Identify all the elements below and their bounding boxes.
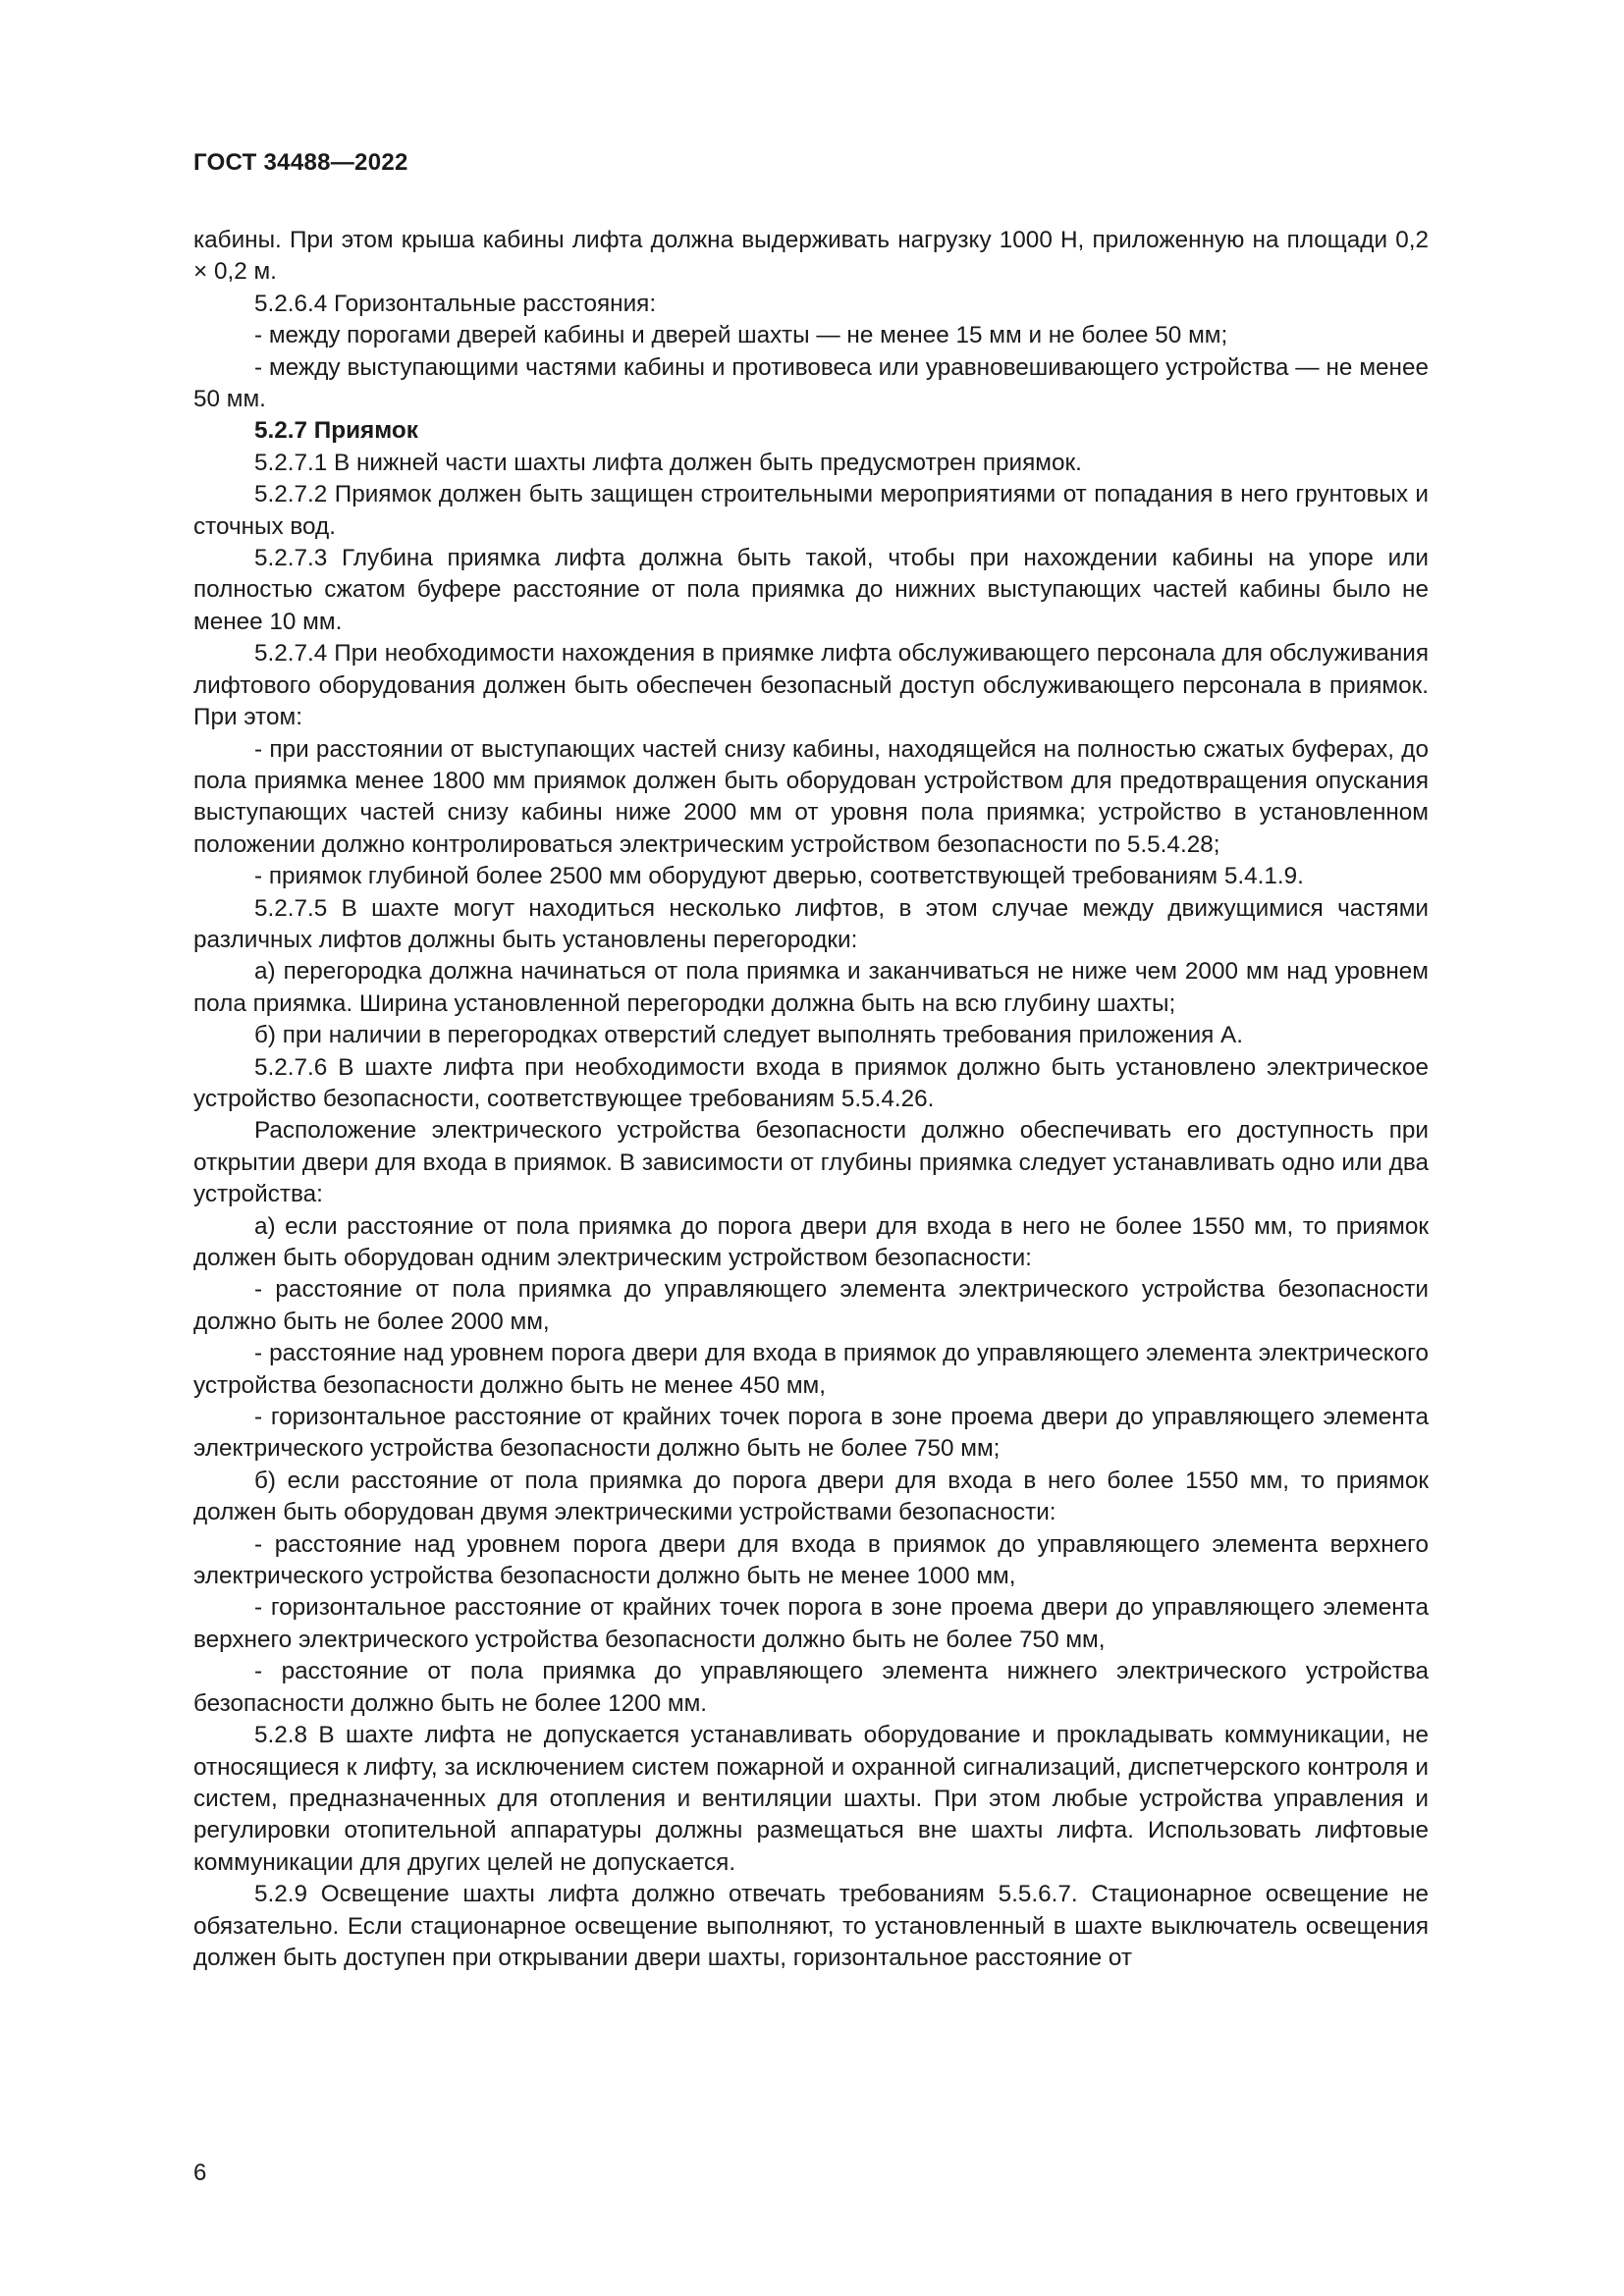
paragraph: - между порогами дверей кабины и дверей шахты — не менее 15 мм и не более 50 мм; — [254, 322, 1228, 349]
paragraph: - расстояние от пола приямка до управляющего элемента нижнего электрического устройства безопасности должно быть не более 1200 мм. — [193, 1658, 1429, 1717]
paragraph: - горизонтальное расстояние от крайних точек порога в зоне проема двери до управляющего элемента электрического устройства безопасности должно быть не более 750 мм; — [193, 1404, 1429, 1463]
paragraph: 5.2.7.5 В шахте могут находиться несколько лифтов, в этом случае между движущимися частями различных лифтов должны быть установлены перегородки: — [193, 894, 1429, 953]
paragraph: кабины. При этом крыша кабины лифта должна выдерживать нагрузку 1000 Н, приложенную на площади 0,2 × 0,2 м. — [193, 227, 1429, 286]
paragraph: Расположение электрического устройства безопасности должно обеспечивать его доступность при открытии двери для входа в приямок. В зависимости от глубины приямка следует устанавливать одно или два устройства: — [193, 1117, 1429, 1208]
paragraph: 5.2.7.3 Глубина приямка лифта должна быть такой, чтобы при нахождении кабины на упоре или полностью сжатом буфере расстояние от пола приямка до нижних выступающих частей кабины было не менее 10 мм. — [193, 545, 1429, 635]
paragraph: 5.2.6.4 Горизонтальные расстояния: — [254, 290, 657, 317]
paragraph: - горизонтальное расстояние от крайних точек порога в зоне проема двери до управляющего элемента верхнего электрического устройства безопасности должно быть не более 750 мм, — [193, 1594, 1429, 1653]
paragraph: - расстояние над уровнем порога двери для входа в приямок до управляющего элемента верхнего электрического устройства безопасности должно быть не менее 1000 мм, — [193, 1530, 1429, 1590]
paragraph: 5.2.9 Освещение шахты лифта должно отвечать требованиям 5.5.6.7. Стационарное освещение не обязательно. Если стационарное освещение выполняют, то установленный в шахте выключатель освещения должен быть доступен при открывании двери шахты, горизонтальное расстояние от — [193, 1881, 1429, 1971]
paragraph: - расстояние над уровнем порога двери для входа в приямок до управляющего элемента электрического устройства безопасности должно быть не менее 450 мм, — [193, 1340, 1429, 1399]
paragraph: б) если расстояние от пола приямка до порога двери для входа в него более 1550 мм, то приямок должен быть оборудован двумя электрическими устройствами безопасности: — [193, 1467, 1429, 1526]
paragraph: а) перегородка должна начинаться от пола приямка и заканчиваться не ниже чем 2000 мм над уровнем пола приямка. Ширина установленной перегородки должна быть на всю глубину шахты; — [193, 958, 1429, 1017]
paragraph: а) если расстояние от пола приямка до порога двери для входа в него не более 1550 мм, то приямок должен быть оборудован одним электрическим устройством безопасности: — [193, 1212, 1429, 1271]
paragraph: - при расстоянии от выступающих частей снизу кабины, находящейся на полностью сжатых буферах, до пола приямка менее 1800 мм приямок должен быть оборудован устройством для предотвращения опускания выступающих частей снизу кабины ниже 2000 мм от уровня пола приямка; устройство в установленном положении должно контролироваться электрическим устройством безопасности по 5.5.4.28; — [193, 735, 1429, 858]
paragraph: б) при наличии в перегородках отверстий следует выполнять требования приложения А. — [254, 1022, 1244, 1049]
paragraph: - приямок глубиной более 2500 мм оборудуют дверью, соответствующей требованиям 5.4.1.9. — [254, 863, 1304, 890]
page-number: 6 — [193, 2160, 207, 2186]
paragraph: - между выступающими частями кабины и противовеса или уравновешивающего устройства — не менее 50 мм. — [193, 353, 1429, 413]
paragraph: 5.2.7.4 При необходимости нахождения в приямке лифта обслуживающего персонала для обслуживания лифтового оборудования должен быть обеспечен безопасный доступ обслуживающего персонала в приямок. При этом: — [193, 640, 1429, 731]
paragraph: 5.2.7.6 В шахте лифта при необходимости входа в приямок должно быть установлено электрическое устройство безопасности, соответствующее требованиям 5.5.4.26. — [193, 1053, 1429, 1112]
section-heading: 5.2.7 Приямок — [254, 417, 418, 445]
document-header: ГОСТ 34488—2022 — [193, 149, 408, 176]
paragraph: 5.2.8 В шахте лифта не допускается устанавливать оборудование и прокладывать коммуникации, не относящиеся к лифту, за исключением систем пожарной и охранной сигнализаций, диспетчерского контроля и систем, предназначенных для отопления и вентиляции шахты. При этом любые устройства управления и регулировки отопительной аппаратуры должны размещаться вне шахты лифта. Использовать лифтовые коммуникации для других целей не допускается. — [193, 1722, 1429, 1876]
paragraph: 5.2.7.1 В нижней части шахты лифта должен быть предусмотрен приямок. — [254, 449, 1082, 476]
paragraph: - расстояние от пола приямка до управляющего элемента электрического устройства безопасности должно быть не более 2000 мм, — [193, 1276, 1429, 1335]
paragraph: 5.2.7.2 Приямок должен быть защищен строительными мероприятиями от попадания в него грунтовых и сточных вод. — [193, 481, 1429, 540]
document-body — [193, 225, 1429, 1974]
